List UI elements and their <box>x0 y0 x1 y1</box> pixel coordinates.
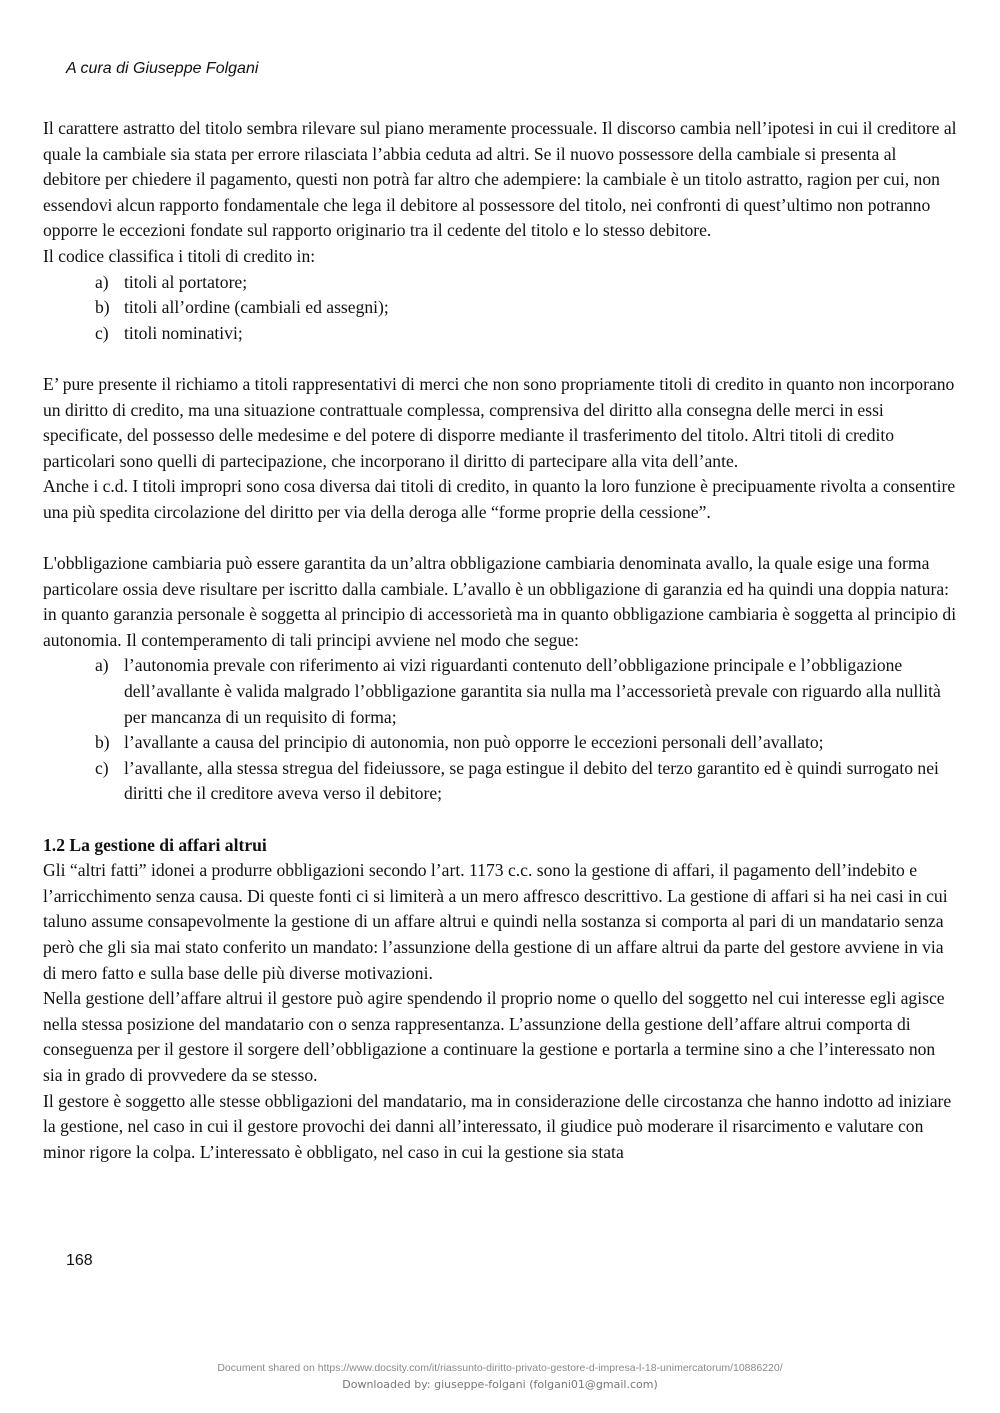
paragraph: Il carattere astratto del titolo sembra rilevare sul piano meramente processuale. Il discorso cambia nell’ipotesi in cui il creditore al quale la cambiale sia stata per errore rilasciata l’abbia ceduta ad altri. Se il nuovo possessore della cambiale si presenta al debitore per chiedere il pagamento, questi non potrà far altro che adempiere: la cambiale è un titolo astratto, ragion per cui, non essendovi alcun rapporto fondamentale che lega il debitore al possessore del titolo, nei confronti di quest’ultimo non potranno opporre le eccezioni fondate sul rapporto originario tra il cedente del titolo e lo stesso debitore. <box>43 118 957 241</box>
paragraph: Gli “altri fatti” idonei a produrre obbligazioni secondo l’art. 1173 c.c. sono la gestione di affari, il pagamento dell’indebito e l’arricchimento senza causa. Di queste fonti ci si limiterà a un mero affresco descrittivo. La gestione di affari si ha nei casi in cui taluno assume consapevolmente la gestione di un affare altrui e quindi nella sostanza si comporta al pari di un mandatario senza però che gli sia mai stato conferito un mandato: l’assunzione della gestione di un affare altrui da parte del gestore avviene in via di mero fatto e sulla base delle più diverse motivazioni. <box>43 860 948 983</box>
list-item <box>43 295 957 321</box>
list-marker: a) <box>95 655 109 676</box>
list-item <box>43 730 957 756</box>
title-types-list <box>43 270 957 347</box>
paragraph: E’ pure presente il richiamo a titoli rappresentativi di merci che non sono propriamente titoli di credito in quanto non incorporano un diritto di credito, ma una situazione contrattuale complessa, comprensiva del diritto alla consegna delle merci in essi specificate, del possesso delle medesime e del potere di disporre mediante il trasferimento del titolo. Altri titoli di credito particolari sono quelli di partecipazione, che incorporano il diritto di partecipare alla vita dell’ante. <box>43 373 955 471</box>
list-marker: a) <box>95 271 109 292</box>
list-item-text: l’avallante, alla stessa stregua del fideiussore, se paga estingue il debito del terzo garantito ed è quindi surrogato nei diritti che il creditore aveva verso il debitore; <box>124 757 939 804</box>
list-item-text: l’autonomia prevale con riferimento ai vizi riguardanti contenuto dell’obbligazione principale e l’obbligazione dell’avallante è valida malgrado l’obbligazione garantita sia nulla ma l’accessorietà prevale con riguardo alla nullità per mancanza di un requisito di forma; <box>124 655 941 727</box>
avallo-rules-list <box>43 653 957 807</box>
paragraph: Nella gestione dell’affare altrui il gestore può agire spendendo il proprio nome o quello del soggetto nel cui interesse egli agisce nella stessa posizione del mandatario con o senza rappresentanza. L’assunzione della gestione dell’affare altrui comporta di conseguenza per il gestore il sorgere dell’obbligazione a continuare la gestione e portarla a termine sino a che l’interessato non sia in grado di provvedere da se stesso. <box>43 988 945 1085</box>
section-heading: 1.2 La gestione di affari altrui <box>43 834 267 855</box>
footer-downloaded-by: Downloaded by: giuseppe-folgani (folgani01@gmail.com) <box>342 1378 658 1391</box>
list-item <box>43 653 957 730</box>
list-item-text: l’avallante a causa del principio di autonomia, non può opporre le eccezioni personali dell’avallato; <box>124 732 824 753</box>
spacer <box>43 346 957 372</box>
footer-shared-link[interactable]: Document shared on https://www.docsity.com/it/riassunto-diritto-privato-gestore-d-impresa-l-18-unimercatorum/10886220/ <box>217 1362 783 1374</box>
spacer <box>43 526 957 552</box>
body-text <box>43 116 957 1165</box>
list-item-text: titoli nominativi; <box>124 322 243 343</box>
list-marker: b) <box>95 732 110 753</box>
page-header: A cura di Giuseppe Folgani <box>66 60 259 77</box>
list-item-text: titoli all’ordine (cambiali ed assegni); <box>124 297 389 318</box>
paragraph: L'obbligazione cambiaria può essere garantita da un’altra obbligazione cambiaria denominata avallo, la quale esige una forma particolare ossia deve risultare per iscritto dalla cambiale. L’avallo è un obbligazione di garanzia ed ha quindi una doppia natura: in quanto garanzia personale è soggetta al principio di accessorietà ma in quanto obbligazione cambiaria è soggetta al principio di autonomia. Il contemperamento di tali principi avviene nel modo che segue: <box>43 553 957 650</box>
list-item-text: titoli al portatore; <box>124 271 248 292</box>
spacer <box>43 807 957 833</box>
list-marker: b) <box>95 297 110 318</box>
list-marker: c) <box>95 322 109 343</box>
paragraph: Il codice classifica i titoli di credito in: <box>43 245 316 266</box>
list-item <box>43 756 957 807</box>
page-number: 168 <box>66 1252 93 1269</box>
paragraph: Anche i c.d. I titoli impropri sono cosa diversa dai titoli di credito, in quanto la loro funzione è precipuamente rivolta a consentire una più spedita circolazione del diritto per via della deroga alle “forme proprie della cessione”. <box>43 476 956 522</box>
list-item <box>43 321 957 347</box>
list-item <box>43 270 957 296</box>
list-marker: c) <box>95 757 109 778</box>
paragraph: Il gestore è soggetto alle stesse obbligazioni del mandatario, ma in considerazione delle circostanza che hanno indotto ad iniziare la gestione, nel caso in cui il gestore provochi dei danni all’interessato, il giudice può moderare il risarcimento e valutare con minor rigore la colpa. L’interessato è obbligato, nel caso in cui la gestione sia stata <box>43 1090 952 1162</box>
